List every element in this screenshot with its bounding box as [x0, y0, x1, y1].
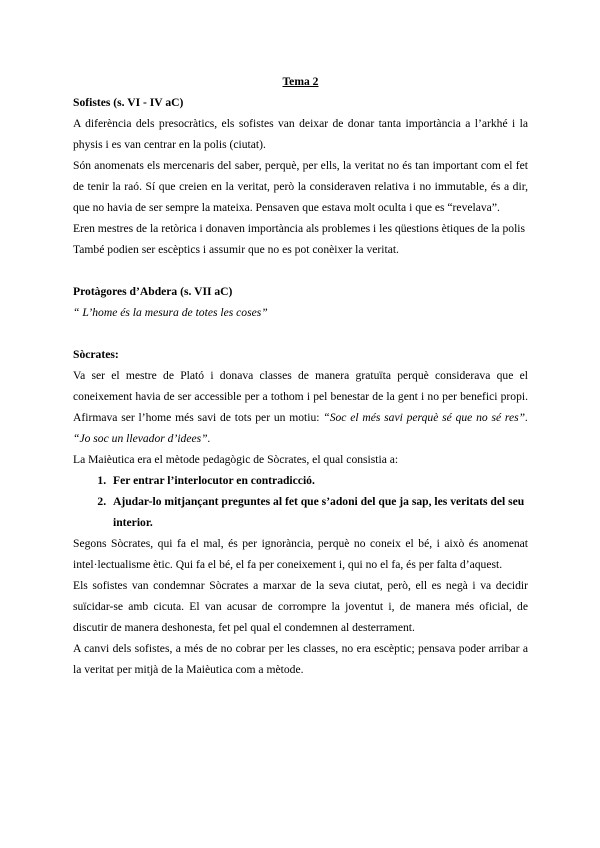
maieutica-step-text: Fer entrar l’interlocutor en contradicció. [113, 474, 315, 487]
socrates-paragraph-1-text: Va ser el mestre de Plató i donava classes de manera gratuïta perquè considerava que el coneixement havia de ser accessible per a tothom i pel benestar de la gent i no per benefici propi. Afirmava ser l’home més savi de tots per un motiu: [73, 369, 528, 424]
socrates-heading: Sòcrates: [73, 348, 119, 361]
maieutica-steps-list [73, 470, 528, 533]
protagores-quote: “ L’home és la mesura de totes les coses” [73, 306, 268, 319]
protagores-heading: Protàgores d’Abdera (s. VII aC) [73, 285, 233, 298]
spacer [73, 323, 528, 344]
page-title: Tema 2 [282, 75, 319, 88]
maieutica-step-text: Ajudar-lo mitjançant preguntes al fet que s’adoni del que ja sap, les veritats del seu interior. [113, 495, 525, 529]
sofistes-paragraph-1: A diferència dels presocràtics, els sofistes van deixar de donar tanta importància a l’arkhé i la physis i es van centrar en la polis (ciutat). [73, 117, 528, 151]
maieutica-step [109, 491, 528, 533]
socrates-paragraph-1 [73, 365, 528, 449]
socrates-paragraph-3: Segons Sòcrates, qui fa el mal, és per ignorància, perquè no coneix el bé, i això és anomenat intel·lectualisme ètic. Qui fa el bé, el fa per coneixement i, qui no el fa, és per falta d’aquest. [73, 537, 528, 571]
socrates-paragraph-2: La Maièutica era el mètode pedagògic de Sòcrates, el qual consistia a: [73, 453, 399, 466]
socrates-paragraph-5: A canvi dels sofistes, a més de no cobrar per les classes, no era escèptic; pensava poder arribar a la veritat per mitjà de la Maièutica com a mètode. [73, 642, 528, 676]
sofistes-paragraph-3: Eren mestres de la retòrica i donaven importància als problemes i les qüestions ètiques de la polis [73, 222, 526, 235]
sofistes-heading: Sofistes (s. VI - IV aC) [73, 96, 184, 109]
socrates-quote: “Soc el més savi perquè sé que no sé res”. “Jo soc un llevador d’idees”. [73, 411, 528, 445]
sofistes-paragraph-2: Són anomenats els mercenaris del saber, perquè, per ells, la veritat no és tan important com el fet de tenir la raó. Sí que creien en la veritat, però la consideraven relativa i no immutable, és a dir, que no havia de ser sempre la mateixa. Pensaven que estava molt oculta i que es “revelava”. [73, 159, 528, 214]
sofistes-paragraph-4: També podien ser escèptics i assumir que no es pot conèixer la veritat. [73, 243, 399, 256]
document-page [73, 71, 528, 680]
spacer [73, 260, 528, 281]
maieutica-step [109, 470, 528, 491]
socrates-paragraph-4: Els sofistes van condemnar Sòcrates a marxar de la seva ciutat, però, ell es negà i va decidir suïcidar-se amb cicuta. El van acusar de corrompre la joventut i, de manera més oficial, de discutir de manera deshonesta, fet pel qual el condemnen al desterrament. [73, 579, 528, 634]
